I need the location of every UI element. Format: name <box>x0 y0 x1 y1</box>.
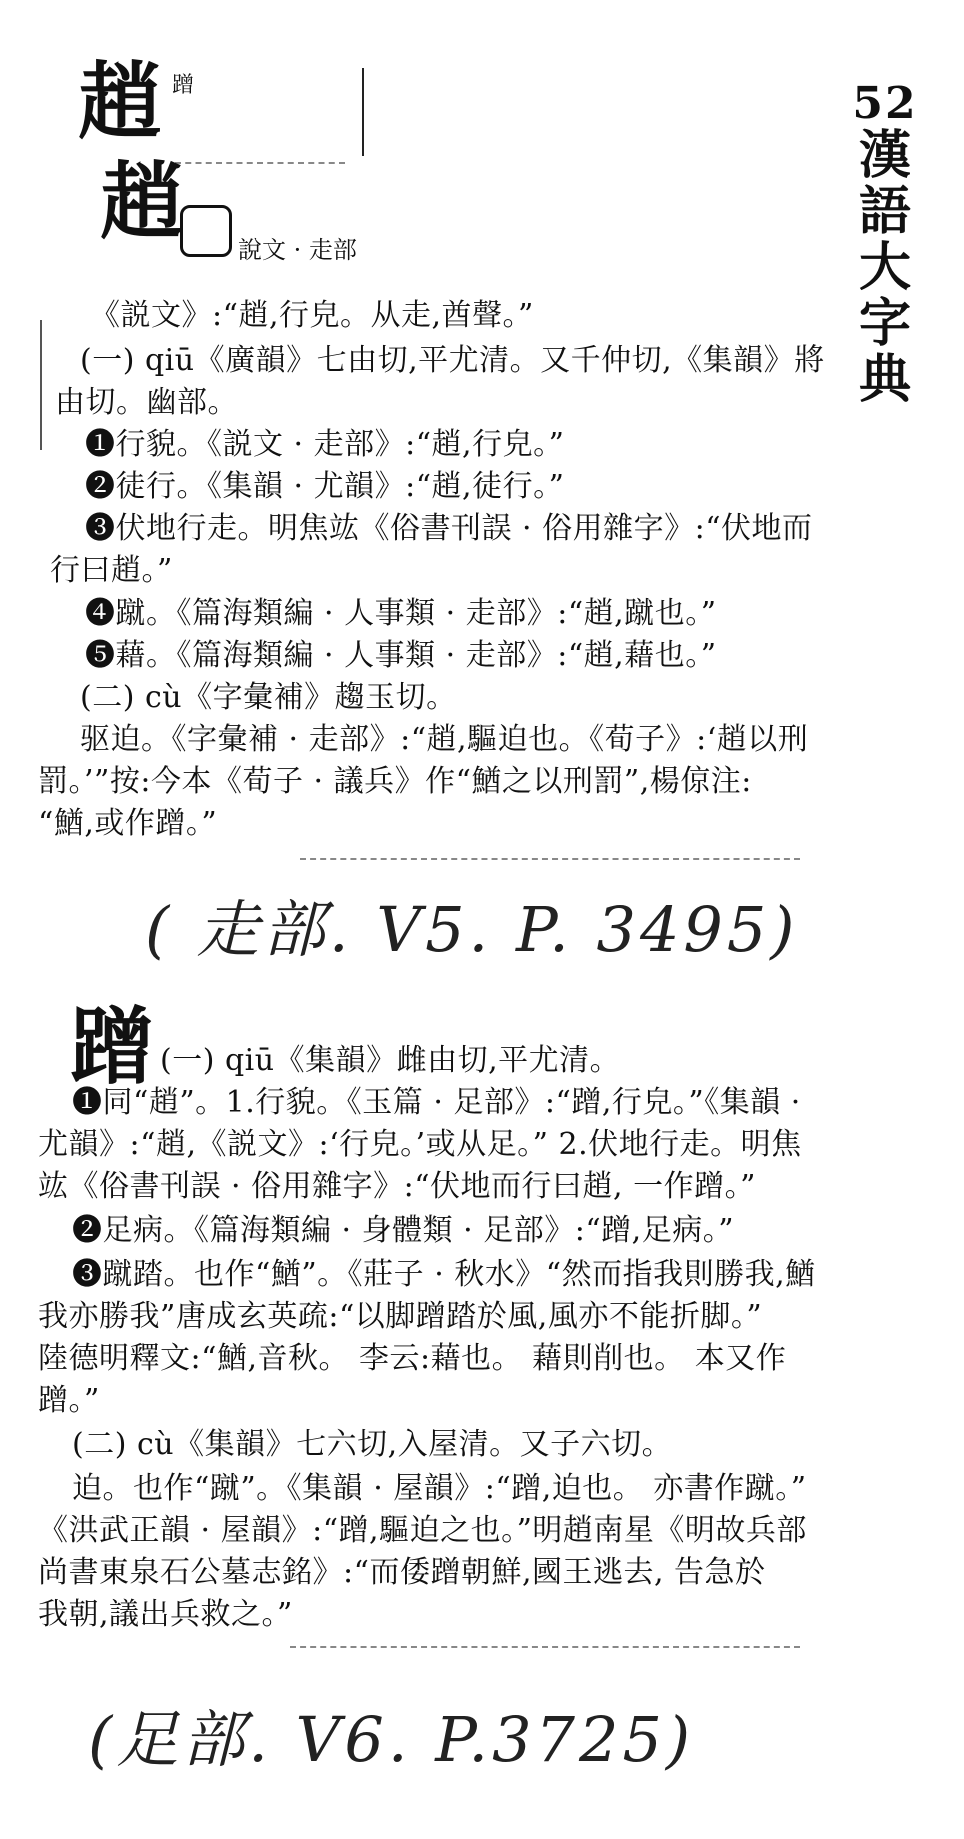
entry1-line-9: ❺藉。《篇海類編 · 人事類 · 走部》:“趙,藉也。” <box>85 638 717 673</box>
entry1-line-1: 《説文》:“趙,行皃。从走,酋聲。” <box>90 298 534 333</box>
title-char-2: 語 <box>858 180 911 242</box>
entry2-line-8: 陸德明釋文:“鰌,音秋。 李云:藉也。 藉則削也。 本又作 <box>38 1341 787 1376</box>
entry2-line-7: 我亦勝我”唐成玄英疏:“以脚蹭踏於風,風亦不能折脚。” <box>38 1299 763 1334</box>
dashed-divider <box>175 162 345 164</box>
entry2-line-12: 《洪武正韻 · 屋韻》:“蹭,驅迫之也。”明趙南星《明故兵部 <box>38 1513 807 1548</box>
entry2-line-10: (二) cù《集韻》七六切,入屋清。又子六切。 <box>72 1427 673 1462</box>
divider-line <box>362 68 364 156</box>
title-char-3: 大 <box>858 236 911 298</box>
entry1-line-5: ❷徒行。《集韻 · 尤韻》:“趙,徒行。” <box>85 469 565 504</box>
entry1-line-11: 驱迫。《字彙補 · 走部》:“趙,驅迫也。《荀子》:‘趙以刑 <box>80 722 809 757</box>
dictionary-title <box>835 78 935 411</box>
entry2-line-9: 蹭。” <box>38 1383 100 1418</box>
entry1-line-4: ❶行貌。《説文 · 走部》:“趙,行皃。” <box>85 427 565 462</box>
entry1-line-10: (二) cù《字彙補》趨玉切。 <box>80 680 457 715</box>
entry1-head-char-2: 趙 <box>100 152 183 251</box>
entry2-line-11: 迫。也作“蹴”。《集韻 · 屋韻》:“蹭,迫也。 亦書作蹴。” <box>72 1471 807 1506</box>
entry1-line-8: ❹蹴。《篇海類編 · 人事類 · 走部》:“趙,蹴也。” <box>85 596 717 631</box>
title-char-4: 字 <box>858 292 911 354</box>
entry1-line-13: “鰌,或作蹭。” <box>38 806 218 841</box>
entry2-line-2: ❶同“趙”。1.行貌。《玉篇 · 足部》:“蹭,行皃。”《集韻 · <box>72 1085 801 1120</box>
dashed-divider-2 <box>300 858 800 860</box>
dashed-divider-3 <box>290 1646 800 1648</box>
margin-line <box>40 320 42 450</box>
entry2-line-3: 尤韻》:“趙,《説文》:‘行皃。’或从足。” 2.伏地行走。明焦 <box>38 1127 802 1162</box>
seal-script-icon <box>180 205 232 257</box>
entry2-line-13: 尚書東泉石公墓志銘》:“而倭蹭朝鮮,國王逃去, 告急於 <box>38 1555 766 1590</box>
source-label: 說文 · 走部 <box>238 236 357 264</box>
entry2-line-1: (一) qiū《集韻》雌由切,平尤清。 <box>160 1043 621 1078</box>
entry1-line-3: 由切。幽部。 <box>55 385 238 420</box>
entry2-line-14: 我朝,議出兵救之。” <box>38 1597 293 1632</box>
entry1-line-6: ❸伏地行走。明焦竑《俗書刊誤 · 俗用雜字》:“伏地而 <box>85 511 813 546</box>
entry2-line-5: ❷足病。《篇海類編 · 身體類 · 足部》:“蹭,足病。” <box>72 1213 735 1248</box>
entry2-line-6: ❸蹴踏。也作“鰌”。《莊子 · 秋水》“然而指我則勝我,鰌 <box>72 1257 816 1292</box>
entry1-line-7: 行曰趙。” <box>50 553 173 588</box>
handwritten-note-1: ( 走部. V5. P. 3495) <box>145 893 799 966</box>
page-number: 52 <box>852 78 918 129</box>
title-char-1: 漢 <box>858 124 911 186</box>
entry1-line-2: (一) qiū《廣韻》七由切,平尤清。又千仲切,《集韻》將 <box>80 343 825 378</box>
entry1-line-12: 罰。’”按:今本《荀子 · 議兵》作“鰌之以刑罰”,楊倞注: <box>38 764 752 799</box>
entry1-head-char: 趙 <box>78 52 161 151</box>
title-char-5: 典 <box>858 349 911 411</box>
entry2-line-4: 竑《俗書刊誤 · 俗用雜字》:“伏地而行曰趙, 一作蹭。” <box>38 1169 756 1204</box>
handwritten-note-2: (足部. V6. P.3725) <box>88 1703 695 1776</box>
entry1-head-variant: 蹭 <box>172 73 195 98</box>
entry2-head-char: 蹭 <box>70 997 153 1096</box>
